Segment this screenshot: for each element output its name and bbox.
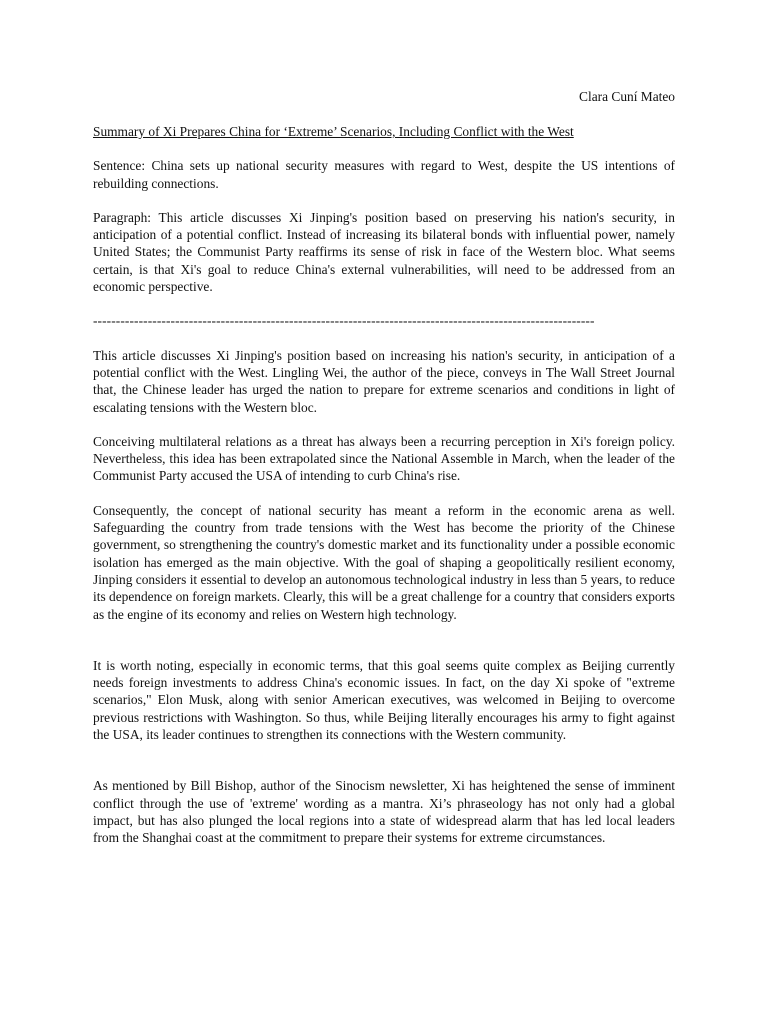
separator-line: --------------------------------------------------------------------------------------------------------------: [93, 313, 595, 329]
body-paragraph-2: Conceiving multilateral relations as a threat has always been a recurring perception in Xi's foreign policy. Nevertheless, this idea has been extrapolated since the National Assemble in March, when the leader of the Communist Party accused the USA of intending to curb China's rise.: [93, 433, 675, 484]
summary-paragraph: Paragraph: This article discusses Xi Jinping's position based on preserving his nation's security, in anticipation of a potential conflict. Instead of increasing its bilateral bonds with influential power, namely United States; the Communist Party reaffirms its sense of risk in face of the Western bloc. What seems certain, is that Xi's goal to reduce China's external vulnerabilities, will need to be addressed from an economic perspective.: [93, 209, 675, 295]
body-paragraph-4: It is worth noting, especially in economic terms, that this goal seems quite complex as Beijing currently needs foreign investments to address China's economic issues. In fact, on the day Xi spoke of "extreme scenarios," Elon Musk, along with senior American executives, was welcomed in Beijing to overcome previous restrictions with Washington. So thus, while Beijing literally encourages his army to fight against the USA, its leader continues to strengthen its connections with the Western community.: [93, 657, 675, 743]
document-title: Summary of Xi Prepares China for ‘Extreme’ Scenarios, Including Conflict with the West: [93, 124, 574, 139]
body-paragraph-1: This article discusses Xi Jinping's position based on increasing his nation's security, in anticipation of a potential conflict with the West. Lingling Wei, the author of the piece, conveys in The Wall Street Journal that, the Chinese leader has urged the nation to prepare for extreme scenarios and conditions in light of escalating tensions with the Western bloc.: [93, 347, 675, 415]
body-paragraph-3: Consequently, the concept of national security has meant a reform in the economic arena as well. Safeguarding the country from trade tensions with the West has become the priority of the Chinese government, so strengthening the country's domestic market and its functionality under a possible economic isolation has emerged as the main objective. With the goal of shaping a geopolitically resilient economy, Jinping considers it essential to develop an autonomous technological industry in less than 5 years, to reduce its dependence on foreign markets. Clearly, this will be a great challenge for a country that considers exports as the engine of its economy and relies on Western high technology.: [93, 502, 675, 622]
document-content: [93, 123, 675, 847]
body-paragraph-5: As mentioned by Bill Bishop, author of the Sinocism newsletter, Xi has heightened the sense of imminent conflict through the use of 'extreme' wording as a mantra. Xi’s phraseology has not only had a global impact, but has also plunged the local regions into a state of widespread alarm that has led local leaders from the Shanghai coast at the commitment to prepare their systems for extreme circumstances.: [93, 778, 675, 846]
author-name: Clara Cuní Mateo: [579, 89, 675, 104]
summary-sentence: Sentence: China sets up national security measures with regard to West, despite the US intentions of rebuilding connections.: [93, 158, 675, 191]
